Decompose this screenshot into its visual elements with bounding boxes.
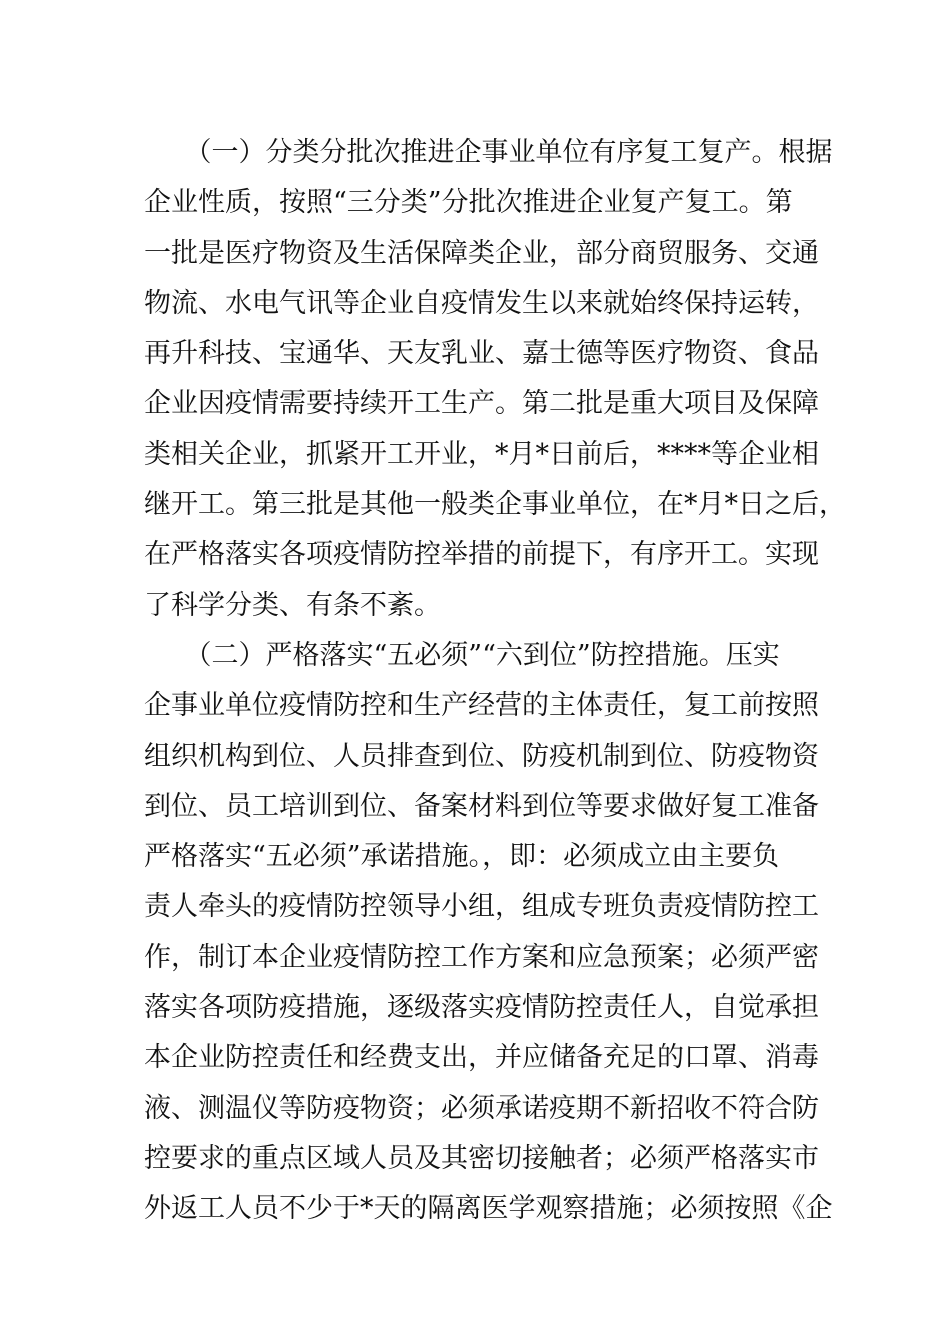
text-line: 一批是医疗物资及生活保障类企业，部分商贸服务、交通 <box>144 237 819 269</box>
body-text <box>144 128 846 1235</box>
text-line: 落实各项防疫措施，逐级落实疫情防控责任人，自觉承担 <box>144 992 819 1024</box>
text-line: 企业因疫情需要持续开工生产。第二批是重大项目及保障 <box>144 388 819 420</box>
text-line: 到位、员工培训到位、备案材料到位等要求做好复工准备 <box>144 790 819 822</box>
text-line: 组织机构到位、人员排查到位、防疫机制到位、防疫物资 <box>144 740 819 772</box>
text-line: 继开工。第三批是其他一般类企事业单位，在*月*日之后， <box>144 489 846 521</box>
text-line: 液、测温仪等防疫物资；必须承诺疫期不新招收不符合防 <box>144 1092 819 1124</box>
text-line: 了科学分类、有条不紊。 <box>144 589 441 621</box>
text-line: 控要求的重点区域人员及其密切接触者；必须严格落实市 <box>144 1142 819 1174</box>
text-line: 本企业防控责任和经费支出，并应储备充足的口罩、消毒 <box>144 1042 819 1074</box>
text-line: 企业性质，按照“三分类”分批次推进企业复产复工。第 <box>144 187 793 219</box>
text-line: 责人牵头的疫情防控领导小组，组成专班负责疫情防控工 <box>144 891 819 923</box>
text-line: 类相关企业，抓紧开工开业，*月*日前后，****等企业相 <box>144 438 819 470</box>
text-line: 外返工人员不少于*天的隔离医学观察措施；必须按照《企 <box>144 1193 833 1225</box>
text-line: 作，制订本企业疫情防控工作方案和应急预案；必须严密 <box>144 941 819 973</box>
text-line: 在严格落实各项疫情防控举措的前提下，有序开工。实现 <box>144 539 819 571</box>
text-line: 企事业单位疫情防控和生产经营的主体责任，复工前按照 <box>144 690 819 722</box>
text-line: 物流、水电气讯等企业自疫情发生以来就始终保持运转， <box>144 287 819 319</box>
text-line: （二）严格落实“五必须”“六到位”防控措施。压实 <box>144 639 780 671</box>
text-line: 再升科技、宝通华、天友乳业、嘉士德等医疗物资、食品 <box>144 338 819 370</box>
text-line: 严格落实“五必须”承诺措施。，即：必须成立由主要负 <box>144 841 780 873</box>
text-line: （一）分类分批次推进企事业单位有序复工复产。根据 <box>144 137 833 168</box>
